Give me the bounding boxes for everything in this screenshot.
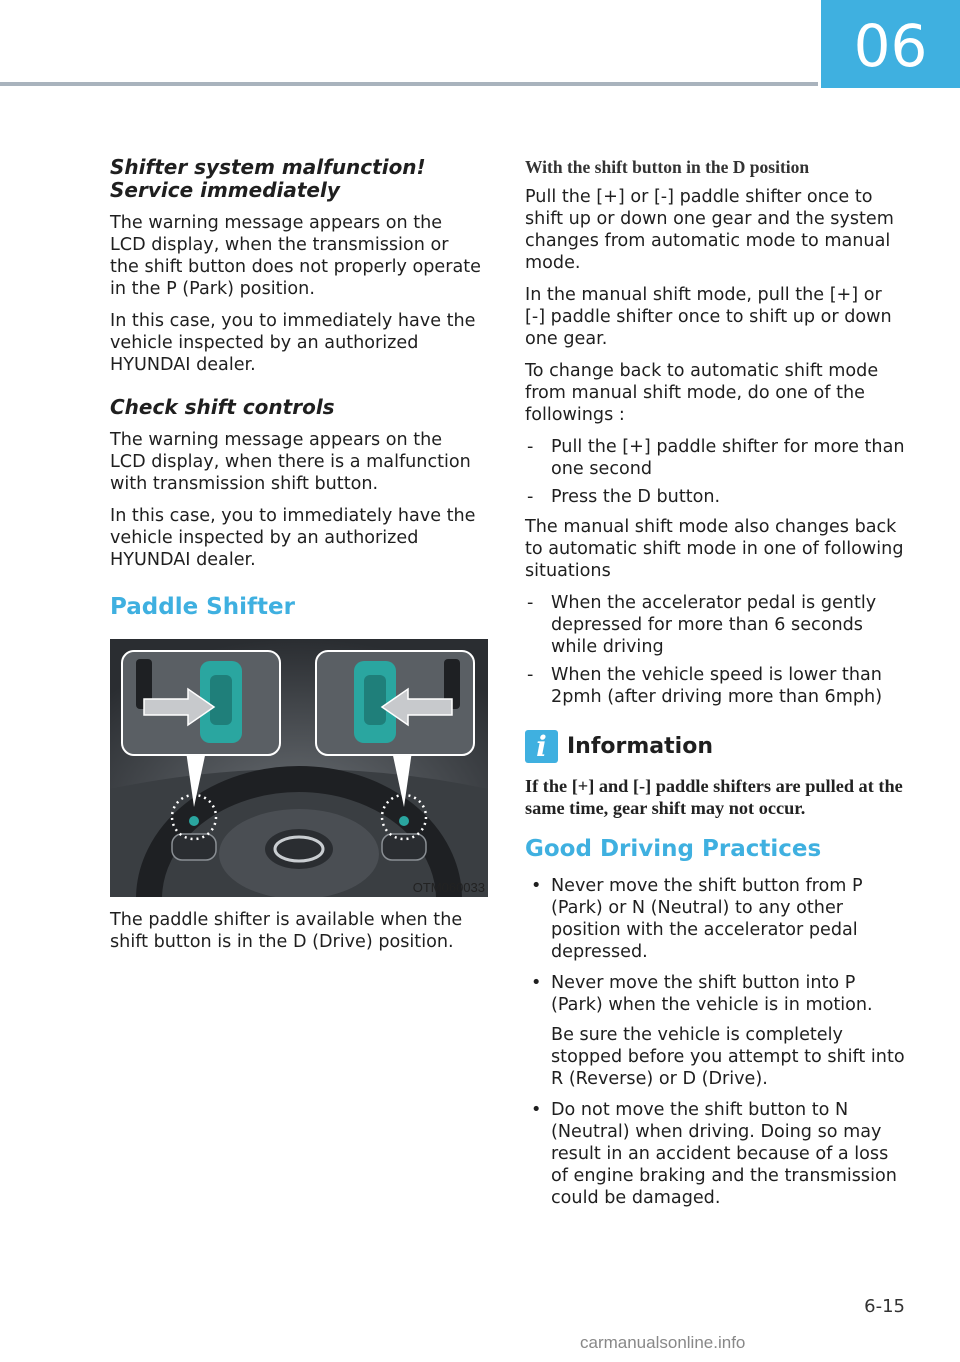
paragraph: In the manual shift mode, pull the [+] or [-] paddle shifter once to shift up or down one gear. bbox=[525, 285, 892, 349]
chapter-tab bbox=[821, 0, 960, 88]
right-column bbox=[525, 156, 905, 1218]
dash-list-situations bbox=[525, 592, 905, 708]
list-item: - Press the D button. bbox=[527, 487, 721, 507]
bullet-marker: • bbox=[531, 1100, 542, 1120]
section-title-d-position: With the shift button in the D position bbox=[525, 157, 810, 177]
heading-good-driving-practices: Good Driving Practices bbox=[525, 836, 822, 862]
paragraph: To change back to automatic shift mode from manual shift mode, do one of the followings : bbox=[525, 361, 879, 425]
information-title: Information bbox=[567, 734, 713, 759]
header-rule bbox=[0, 82, 818, 86]
figure-caption: The paddle shifter is available when the shift button is in the D (Drive) position. bbox=[110, 910, 463, 952]
figure-code: OTM060033 bbox=[412, 880, 485, 895]
paragraph: Pull the [+] or [-] paddle shifter once to shift up or down one gear and the system changes from automatic mode to manual mode. bbox=[525, 187, 894, 273]
list-item: - When the vehicle speed is lower than 2pmh (after driving more than 6mph) bbox=[527, 665, 883, 707]
paragraph: In this case, you to immediately have the vehicle inspected by an authorized HYUNDAI dealer. bbox=[110, 311, 476, 375]
bullet-marker: • bbox=[531, 973, 542, 993]
paragraph: The warning message appears on the LCD display, when there is a malfunction with transmission shift button. bbox=[110, 430, 471, 494]
left-column bbox=[110, 155, 485, 963]
dash-marker: - bbox=[527, 593, 534, 613]
heading-paddle-shifter: Paddle Shifter bbox=[110, 594, 295, 620]
information-body: If the [+] and [-] paddle shifters are pulled at the same time, gear shift may not occur. bbox=[525, 776, 903, 818]
information-header bbox=[525, 730, 905, 763]
page-number: 6-15 bbox=[864, 1296, 905, 1317]
dash-list-revert bbox=[525, 436, 905, 508]
paragraph: The warning message appears on the LCD display, when the transmission or the shift button does not properly operate in the P (Park) position. bbox=[110, 213, 481, 299]
list-item: • Never move the shift button into P (Park) when the vehicle is in motion. Be sure the vehicle is completely stopped before you attempt to shift into R (Reverse) or D (Drive). bbox=[531, 973, 905, 1089]
paragraph: In this case, you to immediately have the vehicle inspected by an authorized HYUNDAI dealer. bbox=[110, 506, 476, 570]
information-icon: i bbox=[525, 730, 558, 763]
dash-marker: - bbox=[527, 487, 534, 507]
list-item: • Never move the shift button from P (Park) or N (Neutral) to any other position with the accelerator pedal depressed. bbox=[531, 876, 863, 962]
list-item: - Pull the [+] paddle shifter for more than one second bbox=[527, 437, 905, 479]
section-title-check-shift-controls: Check shift controls bbox=[110, 395, 335, 419]
list-item: - When the accelerator pedal is gently depressed for more than 6 seconds while driving bbox=[527, 593, 877, 657]
bullet-list-practices bbox=[525, 875, 905, 1209]
dash-marker: - bbox=[527, 665, 534, 685]
paragraph: The manual shift mode also changes back to automatic shift mode in one of following situations bbox=[525, 517, 904, 581]
watermark: carmanualsonline.info bbox=[580, 1333, 746, 1352]
paddle-shifter-illustration bbox=[110, 639, 488, 897]
steering-wheel-drawing bbox=[110, 639, 488, 897]
list-item: • Do not move the shift button to N (Neutral) when driving. Doing so may result in an accident because of a loss of engine braking and the transmission could be damaged. bbox=[531, 1100, 897, 1208]
dash-marker: - bbox=[527, 437, 534, 457]
chapter-number: 06 bbox=[853, 12, 928, 80]
bullet-marker: • bbox=[531, 876, 542, 896]
list-item-note: Be sure the vehicle is completely stopped before you attempt to shift into R (Reverse) or D (Drive). bbox=[551, 1025, 905, 1089]
section-title-shifter-malfunction: Shifter system malfunction! Service immediately bbox=[110, 155, 426, 202]
